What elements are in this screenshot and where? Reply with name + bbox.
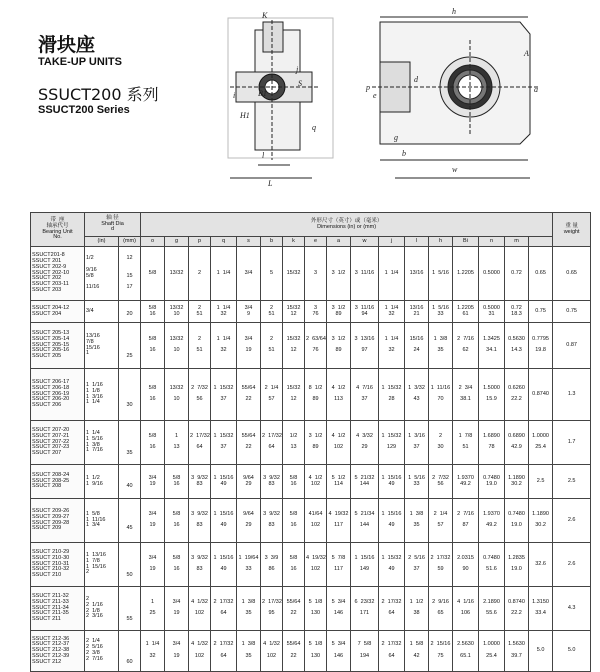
dimension-cell: 1.2835 19.0: [505, 543, 529, 587]
dimension-cell: 1 5/16 33: [405, 465, 429, 499]
dimension-cell: 5 7/8 117: [327, 543, 351, 587]
side-label: q: [312, 123, 316, 132]
table-row: [31, 543, 591, 587]
dimension-cell: 2 17/32 64: [379, 631, 405, 672]
dim-label: l: [405, 237, 429, 247]
dim-label: j: [379, 237, 405, 247]
side-view-drawing: [228, 18, 333, 178]
dimension-cell: 1 1/4 32: [211, 323, 237, 369]
dimension-cell: 1 11/16 70: [429, 369, 453, 421]
dimension-cell: 0.5000 31: [479, 301, 505, 323]
bearing-codes-cell: SSUCT 207-20 SSUCT 207-21 SSUCT 207-22 SSUCT 207-23 SSUCT 207: [31, 421, 85, 465]
side-label: j: [296, 65, 299, 74]
shaft-mm-cell: 40: [119, 465, 141, 499]
shaft-inch-cell: 2 1/4 2 5/16 2 3/8 2 7/16: [85, 631, 119, 672]
shaft-inch-cell: 1 5/8 1 11/16 1 3/4: [85, 499, 119, 543]
bearing-codes-cell: SSUCT 211-32 SSUCT 211-33 SSUCT 211-34 SSUCT 211-35 SSUCT 211: [31, 587, 85, 631]
dimension-cell: 1.2205 61: [453, 301, 479, 323]
table-row: [31, 631, 591, 672]
dimension-cell: 1 15/32 37: [211, 369, 237, 421]
weight-cell: 2.6: [553, 543, 591, 587]
dimension-cell: 1.9370 49.2: [479, 499, 505, 543]
side-label: l: [262, 151, 265, 160]
weight-cell: 2.6: [553, 499, 591, 543]
dimension-cell: 3/4 19: [141, 465, 165, 499]
dim-label: e: [305, 237, 327, 247]
dimension-cell: 3 76: [305, 301, 327, 323]
dimension-cell: 2 17/32 64: [211, 631, 237, 672]
side-label: i: [233, 91, 236, 100]
dimension-cell: 3 1/2 89: [327, 301, 351, 323]
table-row: [31, 301, 591, 323]
table-row: [31, 369, 591, 421]
weight-cell: 0.75: [553, 301, 591, 323]
side-label: S: [298, 79, 302, 88]
bearing-codes-cell: SSUCT 210-29 SSUCT 210-30 SSUCT 210-31 SSUCT 210-32 SSUCT 210: [31, 543, 85, 587]
dimension-cell: 15/32 12: [283, 323, 305, 369]
dimension-cell: 13/32 10: [165, 369, 189, 421]
dimension-cell: 2 7/32 56: [429, 465, 453, 499]
dimension-cell: 55/64 22: [237, 369, 261, 421]
dimension-cell: 1 1/4 32: [379, 323, 405, 369]
dimension-cell: 4 3/32 29: [351, 421, 379, 465]
dimension-cell: 1.5630 39.7: [505, 631, 529, 672]
dimension-cell: 0.6890 42.9: [505, 421, 529, 465]
unit-header: 带 座 轴承代号 Bearing Unit No.: [31, 213, 85, 247]
dimension-cell: 1 5/8 42: [405, 631, 429, 672]
dimension-cell: 0.8740 22.2: [505, 587, 529, 631]
dim-label: n: [479, 237, 505, 247]
dimension-cell: 1 15/16 49: [211, 499, 237, 543]
dimension-cell: 32.6: [529, 543, 553, 587]
shaft-mm-cell: 12 15 17: [119, 247, 141, 301]
dimension-cell: 3/4 19: [141, 499, 165, 543]
dimension-cell: 2 7/16 62: [453, 323, 479, 369]
dimension-cell: 0.5000: [479, 247, 505, 301]
dimension-cell: 15/32: [283, 247, 305, 301]
side-label: L: [268, 179, 273, 188]
shaft-inch-cell: 1 13/16 1 7/8 1 15/16 2: [85, 543, 119, 587]
front-label: A: [524, 49, 529, 58]
dimension-cell: 1 15/16 49: [379, 465, 405, 499]
dimension-cell: 4 1/2 113: [327, 369, 351, 421]
dim-label: k: [283, 237, 305, 247]
dimension-cell: 7 5/8 194: [351, 631, 379, 672]
dimension-cell: 2 17/32 64: [189, 421, 211, 465]
dimension-cell: 5/8 16: [283, 465, 305, 499]
dim-label: [529, 237, 553, 247]
dimension-cell: 5/8 16: [283, 543, 305, 587]
dimension-cell: 1 1/4 32: [141, 631, 165, 672]
unit-label: (mm): [119, 237, 141, 247]
dimension-cell: 13/16: [405, 247, 429, 301]
weight-cell: 1.3: [553, 369, 591, 421]
specification-table-body: [31, 247, 591, 672]
shaft-header: 轴 径 Shaft Dia d: [85, 213, 141, 237]
table-row: [31, 499, 591, 543]
dimension-cell: 1.3150 33.4: [529, 587, 553, 631]
dimension-cell: 1 15/16 49: [379, 499, 405, 543]
dimension-cell: 2.5: [529, 465, 553, 499]
dimension-cell: 0.7480 19.0: [505, 499, 529, 543]
dimension-cell: 2 63/64 76: [305, 323, 327, 369]
dimension-cell: 3 3/9 86: [261, 543, 283, 587]
series-title-en: SSUCT200 Series: [38, 104, 130, 116]
dimension-cell: 3 1/2 89: [327, 323, 351, 369]
dim-label: g: [165, 237, 189, 247]
dimension-cell: 8 1/2 89: [305, 369, 327, 421]
dimension-cell: 1 15/32 129: [379, 421, 405, 465]
front-label: g: [394, 133, 398, 142]
dimension-cell: 1 5/16: [429, 247, 453, 301]
shaft-mm-cell: 45: [119, 499, 141, 543]
dimension-cell: 1.9370 49.2: [453, 465, 479, 499]
dimension-cell: 3/4 9: [237, 301, 261, 323]
weight-cell: 4.3: [553, 587, 591, 631]
shaft-inch-cell: 2 2 1/16 2 1/8 2 3/16: [85, 587, 119, 631]
dimension-cell: 0.7480 19.0: [479, 465, 505, 499]
bearing-codes-cell: SSUCT 208-24 SSUCT 208-25 SSUCT 208: [31, 465, 85, 499]
shaft-inch-cell: 1 1/16 1 1/8 1 3/16 1 1/4: [85, 369, 119, 421]
dimension-cell: 5 3/4 146: [327, 587, 351, 631]
dimension-cell: 3: [305, 247, 327, 301]
dim-label: h: [429, 237, 453, 247]
dimension-cell: 2 15/16 75: [429, 631, 453, 672]
dimension-cell: 13/32: [165, 247, 189, 301]
dimension-cell: 2 17/32 64: [211, 587, 237, 631]
dimension-cell: 1 3/32 43: [405, 369, 429, 421]
dimension-cell: 2 17/32 64: [261, 421, 283, 465]
dimension-cell: 1 15/32 49: [379, 543, 405, 587]
dimension-cell: 2 51: [261, 323, 283, 369]
dimension-cell: 1.0000 25.4: [529, 421, 553, 465]
dimension-cell: 3/4 19: [237, 323, 261, 369]
dimension-cell: 0.72: [505, 247, 529, 301]
dimension-cell: 2 17/32 64: [379, 587, 405, 631]
dim-label: m: [505, 237, 529, 247]
dimension-cell: 9/64 29: [237, 465, 261, 499]
dimension-cell: 1 1/4: [379, 247, 405, 301]
table-row: [31, 421, 591, 465]
weight-cell: 0.87: [553, 323, 591, 369]
dimension-cell: 1 1/2 38: [405, 587, 429, 631]
dimension-cell: 4 19/32 102: [305, 543, 327, 587]
table-row: [31, 587, 591, 631]
dim-label: w: [351, 237, 379, 247]
shaft-mm-cell: 30: [119, 369, 141, 421]
table-row: [31, 247, 591, 301]
dimension-cell: 1 25: [141, 587, 165, 631]
dimension-cell: 4 1/16 106: [453, 587, 479, 631]
side-label: B1: [258, 89, 267, 98]
dimension-cell: 2: [189, 247, 211, 301]
dimension-cell: 3 11/16 94: [351, 301, 379, 323]
dimension-cell: 2.5630 65.1: [453, 631, 479, 672]
dimension-cell: 3 1/2: [327, 247, 351, 301]
dimension-cell: 5 1/2 114: [327, 465, 351, 499]
dimension-cell: 2.0315 90: [453, 543, 479, 587]
dimension-cell: 0.72 18.3: [505, 301, 529, 323]
dimension-cell: 13/32 10: [165, 323, 189, 369]
shaft-inch-cell: 3/4: [85, 301, 119, 323]
bearing-codes-cell: SSUCT201-8 SSUCT 201 SSUCT 202-9 SSUCT 202-10 SSUCT 202 SSUCT 203-11 SSUCT 203: [31, 247, 85, 301]
dimension-cell: 1.0000 25.4: [479, 631, 505, 672]
bearing-codes-cell: SSUCT 204-12 SSUCT 204: [31, 301, 85, 323]
specification-table-wrapper: [30, 212, 590, 665]
side-label: K: [262, 11, 268, 20]
bearing-codes-cell: SSUCT 212-36 SSUCT 212-37 SSUCT 212-38 SSUCT 212-39 SSUCT 212: [31, 631, 85, 672]
weight-header: 重 量 weight: [553, 213, 591, 247]
dimension-cell: 4 1/32 102: [261, 631, 283, 672]
weight-cell: 0.65: [553, 247, 591, 301]
dimension-cell: 1 15/16 149: [351, 543, 379, 587]
shaft-mm-cell: 35: [119, 421, 141, 465]
bearing-codes-cell: SSUCT 206-17 SSUCT 206-18 SSUCT 206-19 SSUCT 206-20 SSUCT 206: [31, 369, 85, 421]
dimension-cell: 5/8 16: [165, 465, 189, 499]
dimension-cell: 2 51: [189, 323, 211, 369]
dimension-cell: 2.1890 55.6: [479, 587, 505, 631]
dimension-cell: 2 7/32 56: [189, 369, 211, 421]
dimension-cell: 2 7/16 87: [453, 499, 479, 543]
front-label: b: [402, 149, 406, 158]
shaft-inch-cell: 1 1/2 1 9/16: [85, 465, 119, 499]
dimension-cell: 55/64 22: [283, 587, 305, 631]
front-label: w: [452, 165, 458, 174]
dimension-cell: 2 51: [189, 301, 211, 323]
dimension-cell: 3/4 19: [165, 587, 189, 631]
dimension-cell: 6 23/32 171: [351, 587, 379, 631]
dimension-cell: 55/64 22: [237, 421, 261, 465]
dimension-cell: 0.6260 22.2: [505, 369, 529, 421]
dimension-cell: 1 15/16 49: [211, 465, 237, 499]
dimension-cell: 1 3/8 35: [237, 631, 261, 672]
shaft-mm-cell: 20: [119, 301, 141, 323]
dimension-cell: 1.6890 78: [479, 421, 505, 465]
dimension-cell: 1 13: [165, 421, 189, 465]
technical-drawings: [0, 0, 600, 212]
weight-cell: 1.7: [553, 421, 591, 465]
dimension-cell: 4 7/16 37: [351, 369, 379, 421]
dimension-cell: 2 1/4 57: [261, 369, 283, 421]
dim-label: o: [141, 237, 165, 247]
dimension-cell: 1 15/16 49: [211, 543, 237, 587]
dimension-cell: 1.5000 15.9: [479, 369, 505, 421]
dim-label: Bi: [453, 237, 479, 247]
dimension-cell: 15/32 12: [283, 369, 305, 421]
dimension-cell: 1 19/64 33: [237, 543, 261, 587]
table-row: [31, 323, 591, 369]
dimension-cell: 15/32 12: [283, 301, 305, 323]
dimension-cell: 41/64 102: [305, 499, 327, 543]
dimension-cell: 5/8 16: [141, 421, 165, 465]
dimension-cell: 5/8 16: [141, 323, 165, 369]
dimension-cell: 1 15/32 28: [379, 369, 405, 421]
front-view-drawing: [372, 17, 540, 178]
dimension-cell: 5/8 16: [283, 499, 305, 543]
dimension-cell: 5 21/34 144: [351, 499, 379, 543]
dimension-cell: 3 9/32 83: [189, 499, 211, 543]
dimension-cell: 1 1/4: [211, 247, 237, 301]
table-row: [31, 465, 591, 499]
series-title-cn: SSUCT200 系列: [38, 85, 159, 104]
shaft-inch-cell: 1/2 9/16 5/8 11/16: [85, 247, 119, 301]
dim-label: s: [237, 237, 261, 247]
dimension-cell: 2 3/4 38.1: [453, 369, 479, 421]
shaft-mm-cell: 50: [119, 543, 141, 587]
dimension-cell: 13/32 10: [165, 301, 189, 323]
dimension-cell: 2 9/16 65: [429, 587, 453, 631]
dimension-cell: 3 1/2 89: [305, 421, 327, 465]
dimension-cell: 4 19/32 117: [327, 499, 351, 543]
dimension-cell: 5.0: [529, 631, 553, 672]
dimension-cell: 5 3/4 146: [327, 631, 351, 672]
dimension-cell: 1/2 13: [283, 421, 305, 465]
dimension-cell: 3 9/32 83: [189, 543, 211, 587]
dimension-cell: 0.7480 51.6: [479, 543, 505, 587]
shaft-mm-cell: 55: [119, 587, 141, 631]
dimension-cell: 1 1/4 32: [379, 301, 405, 323]
dimension-cell: 1 5/16 33: [429, 301, 453, 323]
dims-header: 外形尺寸（英寸）或（毫米） Dimensions (in) or (mm): [141, 213, 553, 237]
dimension-cell: 0.8740: [529, 369, 553, 421]
dimension-cell: 5: [261, 247, 283, 301]
dimension-cell: 1.1890 30.2: [529, 499, 553, 543]
dimension-cell: 1 3/8 35: [429, 323, 453, 369]
dimension-cell: 1.2205: [453, 247, 479, 301]
dimension-cell: 2 51: [261, 301, 283, 323]
dimension-cell: 3/4: [237, 247, 261, 301]
side-label: H1: [240, 111, 250, 120]
dimension-cell: 0.65: [529, 247, 553, 301]
title-cn: 滑块座: [38, 34, 96, 56]
shaft-inch-cell: 1 1/4 1 5/16 1 3/8 1 7/16: [85, 421, 119, 465]
dimension-cell: 1 7/8 51: [453, 421, 479, 465]
dimension-cell: 13/16 21: [405, 301, 429, 323]
front-label: e: [373, 91, 377, 100]
dimension-cell: 5/8 16: [141, 301, 165, 323]
dimension-cell: 5/8: [141, 247, 165, 301]
specification-table: [30, 212, 591, 672]
dimension-cell: 15/16 24: [405, 323, 429, 369]
dim-label: b: [261, 237, 283, 247]
dimension-cell: 0.5630 14.3: [505, 323, 529, 369]
dimension-cell: 1 3/8 35: [237, 587, 261, 631]
title-en: TAKE-UP UNITS: [38, 56, 122, 68]
bearing-codes-cell: SSUCT 209-26 SSUCT 209-27 SSUCT 209-28 SSUCT 209: [31, 499, 85, 543]
dimension-cell: 3 11/16: [351, 247, 379, 301]
bearing-codes-cell: SSUCT 205-13 SSUCT 205-14 SSUCT 205-15 SSUCT 205-16 SSUCT 205: [31, 323, 85, 369]
units-header-row: [31, 237, 591, 247]
dimension-cell: 3 9/32 83: [261, 465, 283, 499]
dimension-cell: 4 1/32 102: [189, 587, 211, 631]
unit-label: (in): [85, 237, 119, 247]
dimension-cell: 9/64 29: [237, 499, 261, 543]
dimension-cell: 2 17/32 95: [261, 587, 283, 631]
dimension-cell: 5/8 16: [165, 543, 189, 587]
shaft-mm-cell: 25: [119, 323, 141, 369]
dimension-cell: 4 1/2 102: [305, 465, 327, 499]
dimension-cell: 2 1/4 57: [429, 499, 453, 543]
dimension-cell: 1 3/16 37: [405, 421, 429, 465]
dimension-cell: 1 1/4 32: [211, 301, 237, 323]
dimension-cell: 1.3425 34.1: [479, 323, 505, 369]
dimension-cell: 5 21/32 144: [351, 465, 379, 499]
dimension-cell: 1 15/32 37: [211, 421, 237, 465]
front-label: d: [414, 75, 418, 84]
dimension-cell: 3 9/32 83: [189, 465, 211, 499]
dimension-cell: 5 1/8 130: [305, 587, 327, 631]
dimension-cell: 55/64 22: [283, 631, 305, 672]
dimension-cell: 3 13/16 97: [351, 323, 379, 369]
dimension-cell: 4 1/32 102: [189, 631, 211, 672]
front-label: p: [366, 83, 370, 92]
dim-label: p: [189, 237, 211, 247]
weight-cell: 2.5: [553, 465, 591, 499]
dimension-cell: 3 9/32 83: [261, 499, 283, 543]
dimension-cell: 4 1/2 102: [327, 421, 351, 465]
dimension-cell: 2 30: [429, 421, 453, 465]
dimension-cell: 1 3/8 35: [405, 499, 429, 543]
dim-label: q: [211, 237, 237, 247]
front-label: a: [534, 85, 538, 94]
dim-label: a: [327, 237, 351, 247]
dimension-cell: 2 5/16 37: [405, 543, 429, 587]
dimension-cell: 5 1/8 130: [305, 631, 327, 672]
dimension-cell: 0.75: [529, 301, 553, 323]
weight-cell: 5.0: [553, 631, 591, 672]
shaft-mm-cell: 60: [119, 631, 141, 672]
dimension-cell: 0.7795 19.8: [529, 323, 553, 369]
shaft-inch-cell: 13/16 7/8 15/16 1: [85, 323, 119, 369]
dimension-cell: 2 17/32 59: [429, 543, 453, 587]
dimension-cell: 5/8 16: [141, 369, 165, 421]
dimension-cell: 3/4 19: [141, 543, 165, 587]
front-label: h: [452, 7, 456, 16]
dimension-cell: 1.1890 30.2: [505, 465, 529, 499]
dimension-cell: 5/8 16: [165, 499, 189, 543]
dimension-cell: 3/4 19: [165, 631, 189, 672]
